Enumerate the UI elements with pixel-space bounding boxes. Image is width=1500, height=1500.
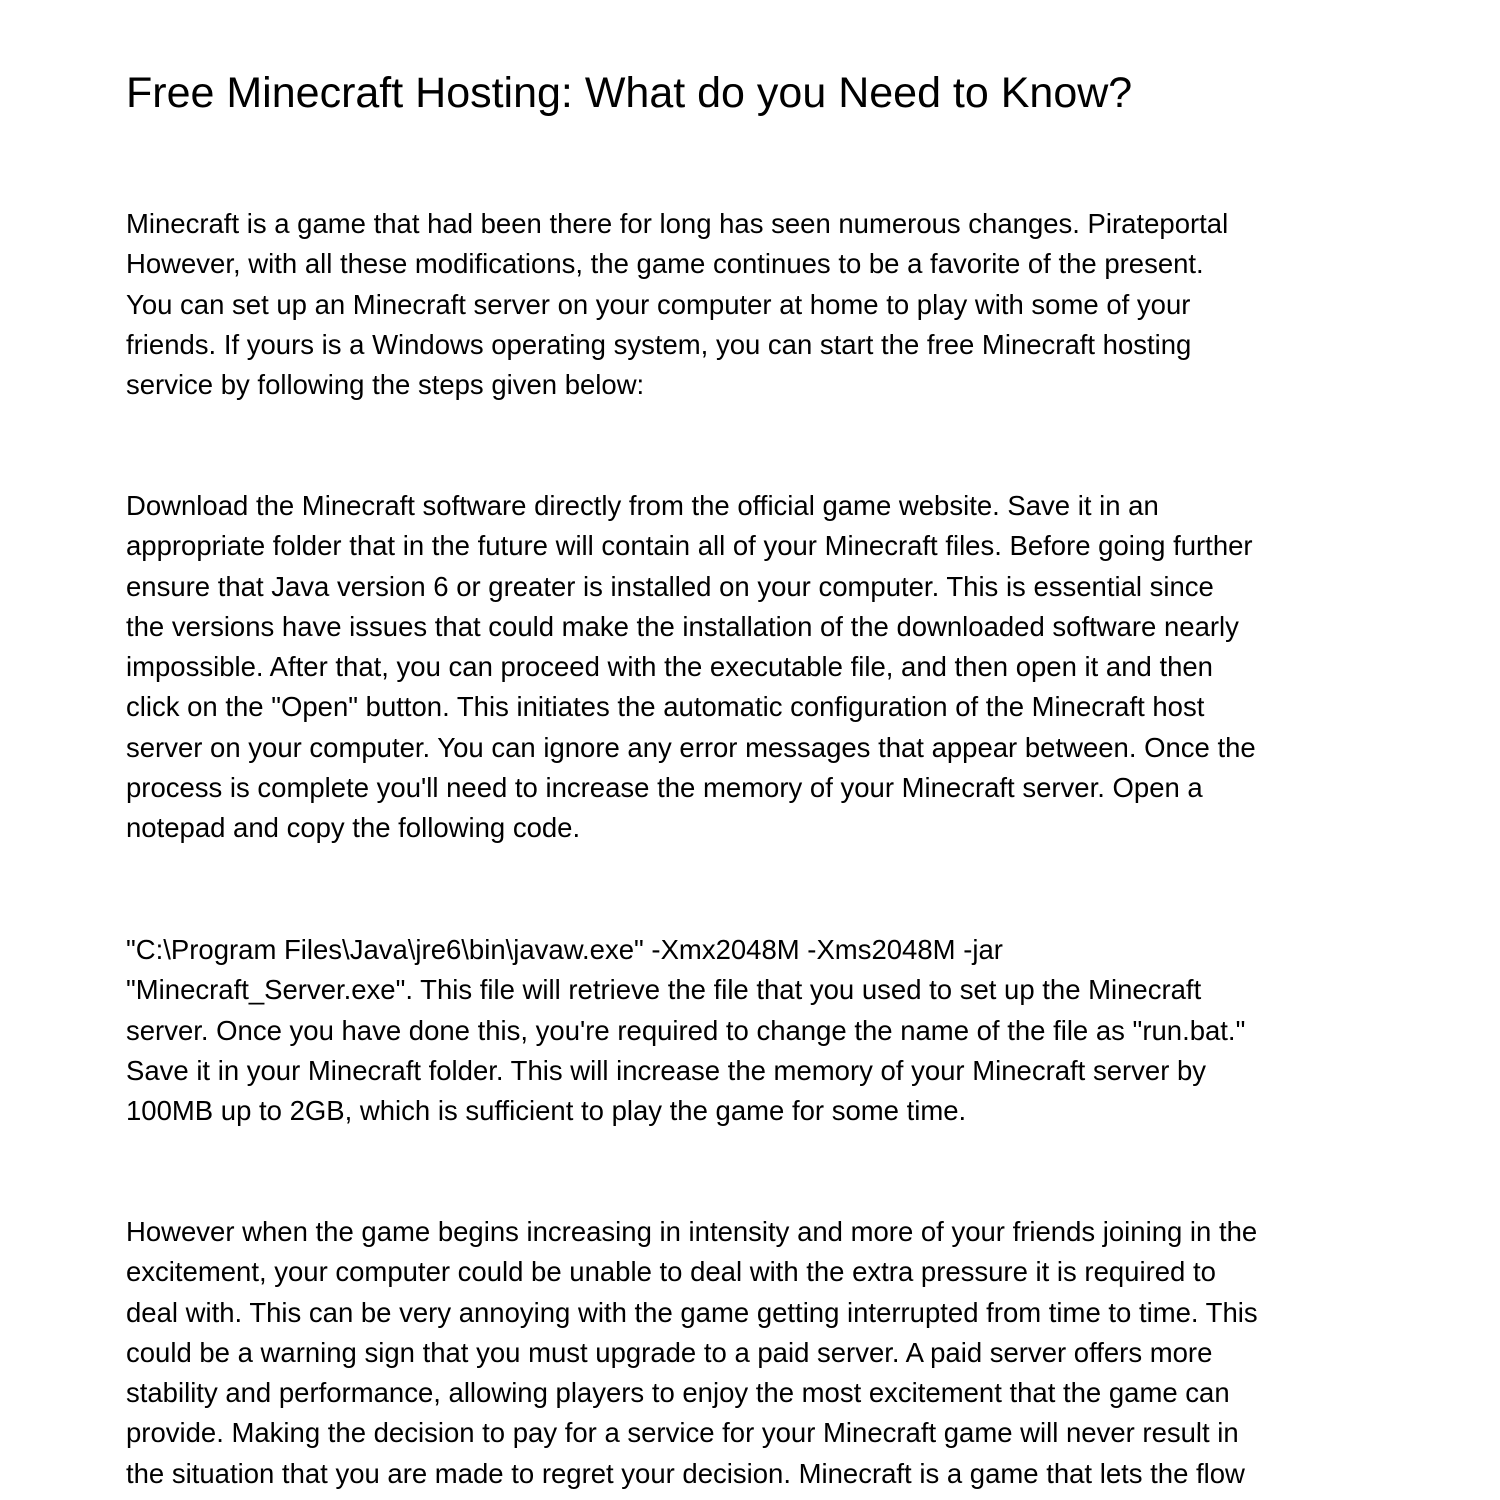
text-line: could be a warning sign that you must upgrade to a paid server. A paid server offers more: [126, 1336, 1213, 1368]
text-line: excitement, your computer could be unable to deal with the extra pressure it is required to: [126, 1256, 1216, 1288]
text-line: the situation that you are made to regret your decision. Minecraft is a game that lets the flow: [126, 1457, 1245, 1489]
text-line: However when the game begins increasing in intensity and more of your friends joining in the: [126, 1216, 1258, 1247]
text-line: Download the Minecraft software directly from the official game website. Save it in an: [126, 490, 1159, 521]
paragraph-code-instructions: [126, 930, 1245, 1131]
page-title: Free Minecraft Hosting: What do you Need to Know?: [126, 69, 1133, 117]
text-line: "Minecraft_Server.exe". This file will retrieve the file that you used to set up the Minecraft: [126, 974, 1202, 1006]
text-line: process is complete you'll need to increase the memory of your Minecraft server. Open a: [126, 772, 1203, 804]
text-line: deal with. This can be very annoying with the game getting interrupted from time to time. This: [126, 1296, 1258, 1328]
text-line: friends. If yours is a Windows operating system, you can start the free Minecraft hosting: [126, 328, 1192, 360]
text-line: the versions have issues that could make the installation of the downloaded software nearly: [126, 610, 1239, 642]
text-line: You can set up an Minecraft server on your computer at home to play with some of your: [126, 288, 1191, 320]
text-line: notepad and copy the following code.: [126, 812, 581, 844]
paragraph-download-steps: [126, 486, 1256, 849]
text-line: ensure that Java version 6 or greater is installed on your computer. This is essential since: [126, 570, 1214, 602]
text-line: impossible. After that, you can proceed with the executable file, and then open it and then: [126, 651, 1213, 683]
text-line: "C:\Program Files\Java\jre6\bin\javaw.exe" -Xmx2048M -Xms2048M -jar: [126, 934, 1003, 965]
text-line: stability and performance, allowing players to enjoy the most excitement that the game can: [126, 1377, 1230, 1409]
text-line: server. Once you have done this, you're required to change the name of the file as "run.bat.": [126, 1014, 1246, 1046]
text-line: service by following the steps given below:: [126, 369, 645, 401]
paragraph-paid-server: [126, 1212, 1258, 1494]
text-line: provide. Making the decision to pay for a service for your Minecraft game will never result in: [126, 1417, 1239, 1449]
text-line: appropriate folder that in the future will contain all of your Minecraft files. Before going further: [126, 530, 1253, 562]
text-line: Minecraft is a game that had been there for long has seen numerous changes. Pirateportal: [126, 208, 1229, 239]
text-line: Save it in your Minecraft folder. This will increase the memory of your Minecraft server by: [126, 1054, 1207, 1086]
text-line: However, with all these modifications, the game continues to be a favorite of the present.: [126, 248, 1204, 280]
text-line: 100MB up to 2GB, which is sufficient to play the game for some time.: [126, 1095, 967, 1127]
text-line: server on your computer. You can ignore any error messages that appear between. Once the: [126, 731, 1256, 763]
text-line: click on the "Open" button. This initiates the automatic configuration of the Minecraft host: [126, 691, 1205, 723]
paragraph-intro: [126, 204, 1228, 405]
